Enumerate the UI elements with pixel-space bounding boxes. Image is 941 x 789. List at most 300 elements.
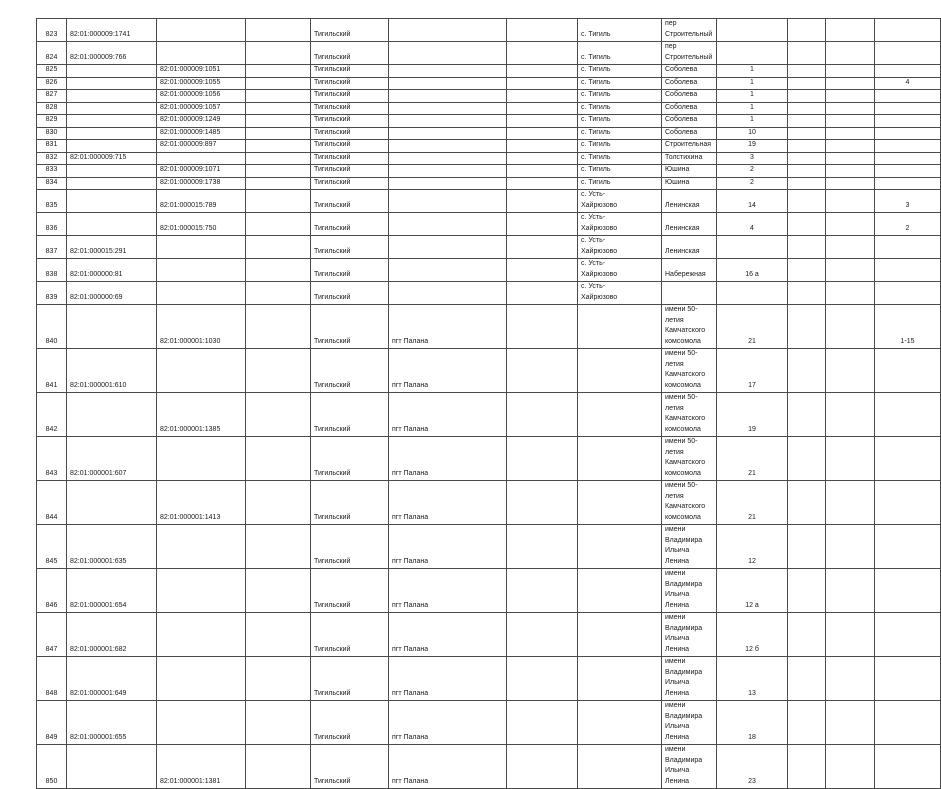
address-registry-table [36, 18, 941, 789]
blank-cell [507, 65, 578, 78]
blank-cell [246, 152, 311, 165]
blank-cell [788, 745, 826, 789]
blank-cell [826, 282, 875, 305]
blank-cell [507, 115, 578, 128]
blank-cell [246, 437, 311, 481]
blank-cell [246, 77, 311, 90]
house-number-cell: 2 [717, 165, 788, 178]
cadastral-number-alt-cell: 82:01:000009:1056 [157, 90, 246, 103]
apartment-cell: 2 [875, 213, 941, 236]
settlement-cell [389, 42, 507, 65]
street-cell: Строительная [662, 140, 717, 153]
cadastral-number-alt-cell [157, 152, 246, 165]
blank-cell [826, 525, 875, 569]
locality-cell [578, 349, 662, 393]
apartment-cell [875, 437, 941, 481]
row-number-cell: 827 [37, 90, 67, 103]
house-number-cell: 2 [717, 177, 788, 190]
street-cell: Юшина [662, 165, 717, 178]
locality-cell: с. Тигиль [578, 65, 662, 78]
row-number-cell: 840 [37, 305, 67, 349]
blank-cell [788, 259, 826, 282]
locality-cell [578, 393, 662, 437]
blank-cell [507, 236, 578, 259]
blank-cell [246, 259, 311, 282]
cadastral-number-alt-cell: 82:01:000001:1381 [157, 745, 246, 789]
blank-cell [826, 140, 875, 153]
district-cell: Тигильский [311, 65, 389, 78]
blank-cell [788, 393, 826, 437]
row-number-cell: 835 [37, 190, 67, 213]
district-cell: Тигильский [311, 115, 389, 128]
table-row [37, 701, 941, 745]
blank-cell [788, 481, 826, 525]
blank-cell [788, 177, 826, 190]
blank-cell [246, 165, 311, 178]
street-cell: имени 50-летия Камчатского комсомола [662, 437, 717, 481]
blank-cell [788, 525, 826, 569]
blank-cell [826, 701, 875, 745]
blank-cell [246, 569, 311, 613]
table-row [37, 613, 941, 657]
table-row [37, 657, 941, 701]
blank-cell [826, 657, 875, 701]
table-row [37, 65, 941, 78]
street-cell: имени Владимира Ильича Ленина [662, 701, 717, 745]
blank-cell [507, 437, 578, 481]
table-row [37, 102, 941, 115]
blank-cell [826, 42, 875, 65]
cadastral-number-alt-cell: 82:01:000001:1385 [157, 393, 246, 437]
street-cell: имени 50-летия Камчатского комсомола [662, 481, 717, 525]
cadastral-number-alt-cell [157, 19, 246, 42]
district-cell: Тигильский [311, 42, 389, 65]
blank-cell [507, 213, 578, 236]
cadastral-number-cell [67, 127, 157, 140]
blank-cell [826, 177, 875, 190]
street-cell: Ленинская [662, 213, 717, 236]
district-cell: Тигильский [311, 102, 389, 115]
apartment-cell [875, 115, 941, 128]
blank-cell [788, 140, 826, 153]
cadastral-number-alt-cell: 82:01:000015:789 [157, 190, 246, 213]
blank-cell [246, 701, 311, 745]
street-cell: Набережная [662, 259, 717, 282]
row-number-cell: 849 [37, 701, 67, 745]
table-row [37, 349, 941, 393]
district-cell: Тигильский [311, 190, 389, 213]
row-number-cell: 828 [37, 102, 67, 115]
settlement-cell [389, 140, 507, 153]
row-number-cell: 845 [37, 525, 67, 569]
row-number-cell: 834 [37, 177, 67, 190]
house-number-cell: 4 [717, 213, 788, 236]
cadastral-number-alt-cell: 82:01:000001:1030 [157, 305, 246, 349]
blank-cell [507, 127, 578, 140]
table-row [37, 165, 941, 178]
settlement-cell [389, 77, 507, 90]
house-number-cell: 13 [717, 657, 788, 701]
cadastral-number-alt-cell [157, 437, 246, 481]
settlement-cell: пгт Палана [389, 305, 507, 349]
cadastral-number-alt-cell [157, 349, 246, 393]
blank-cell [788, 190, 826, 213]
cadastral-number-cell: 82:01:000000:81 [67, 259, 157, 282]
cadastral-number-cell: 82:01:000009:715 [67, 152, 157, 165]
blank-cell [246, 140, 311, 153]
street-cell: Ленинская [662, 190, 717, 213]
street-cell: пер Строительный [662, 19, 717, 42]
locality-cell [578, 305, 662, 349]
table-row [37, 115, 941, 128]
table-row [37, 305, 941, 349]
apartment-cell [875, 42, 941, 65]
cadastral-number-alt-cell [157, 525, 246, 569]
locality-cell [578, 745, 662, 789]
cadastral-number-alt-cell [157, 282, 246, 305]
blank-cell [788, 42, 826, 65]
row-number-cell: 848 [37, 657, 67, 701]
cadastral-number-alt-cell: 82:01:000009:1055 [157, 77, 246, 90]
blank-cell [246, 190, 311, 213]
street-cell: Соболева [662, 102, 717, 115]
blank-cell [826, 77, 875, 90]
locality-cell [578, 481, 662, 525]
house-number-cell: 12 а [717, 569, 788, 613]
district-cell: Тигильский [311, 236, 389, 259]
settlement-cell [389, 127, 507, 140]
blank-cell [826, 127, 875, 140]
blank-cell [507, 177, 578, 190]
apartment-cell [875, 152, 941, 165]
settlement-cell [389, 65, 507, 78]
cadastral-number-alt-cell [157, 236, 246, 259]
street-cell: Соболева [662, 115, 717, 128]
locality-cell [578, 437, 662, 481]
cadastral-number-cell [67, 190, 157, 213]
cadastral-number-alt-cell [157, 613, 246, 657]
cadastral-number-alt-cell [157, 42, 246, 65]
blank-cell [246, 115, 311, 128]
table-row [37, 569, 941, 613]
house-number-cell: 10 [717, 127, 788, 140]
locality-cell [578, 701, 662, 745]
district-cell: Тигильский [311, 745, 389, 789]
street-cell: имени Владимира Ильича Ленина [662, 613, 717, 657]
blank-cell [507, 152, 578, 165]
blank-cell [507, 77, 578, 90]
settlement-cell [389, 213, 507, 236]
table-row [37, 190, 941, 213]
blank-cell [246, 657, 311, 701]
apartment-cell [875, 165, 941, 178]
settlement-cell [389, 19, 507, 42]
blank-cell [826, 437, 875, 481]
locality-cell: с. Тигиль [578, 152, 662, 165]
table-row [37, 481, 941, 525]
street-cell: Толстихина [662, 152, 717, 165]
blank-cell [826, 152, 875, 165]
apartment-cell [875, 613, 941, 657]
blank-cell [788, 569, 826, 613]
blank-cell [788, 102, 826, 115]
row-number-cell: 830 [37, 127, 67, 140]
blank-cell [788, 305, 826, 349]
settlement-cell: пгт Палана [389, 525, 507, 569]
blank-cell [788, 127, 826, 140]
row-number-cell: 825 [37, 65, 67, 78]
house-number-cell: 21 [717, 481, 788, 525]
district-cell: Тигильский [311, 349, 389, 393]
apartment-cell [875, 569, 941, 613]
settlement-cell: пгт Палана [389, 437, 507, 481]
blank-cell [246, 42, 311, 65]
cadastral-number-alt-cell: 82:01:000009:1249 [157, 115, 246, 128]
cadastral-number-cell [67, 140, 157, 153]
table-row [37, 90, 941, 103]
cadastral-number-alt-cell: 82:01:000009:1057 [157, 102, 246, 115]
street-cell: Соболева [662, 77, 717, 90]
district-cell: Тигильский [311, 481, 389, 525]
house-number-cell: 21 [717, 305, 788, 349]
blank-cell [507, 525, 578, 569]
table-row [37, 437, 941, 481]
cadastral-number-alt-cell: 82:01:000009:1485 [157, 127, 246, 140]
blank-cell [826, 65, 875, 78]
table-row [37, 393, 941, 437]
blank-cell [246, 525, 311, 569]
district-cell: Тигильский [311, 77, 389, 90]
row-number-cell: 836 [37, 213, 67, 236]
cadastral-number-cell [67, 115, 157, 128]
table-row [37, 745, 941, 789]
row-number-cell: 838 [37, 259, 67, 282]
apartment-cell [875, 393, 941, 437]
blank-cell [826, 481, 875, 525]
locality-cell: с. Тигиль [578, 177, 662, 190]
cadastral-number-cell: 82:01:000015:291 [67, 236, 157, 259]
blank-cell [826, 393, 875, 437]
district-cell: Тигильский [311, 152, 389, 165]
settlement-cell [389, 190, 507, 213]
blank-cell [826, 613, 875, 657]
blank-cell [788, 77, 826, 90]
blank-cell [507, 569, 578, 613]
blank-cell [507, 42, 578, 65]
locality-cell: с. Тигиль [578, 77, 662, 90]
blank-cell [788, 152, 826, 165]
row-number-cell: 839 [37, 282, 67, 305]
blank-cell [788, 437, 826, 481]
blank-cell [507, 19, 578, 42]
table-row [37, 259, 941, 282]
house-number-cell: 12 [717, 525, 788, 569]
house-number-cell: 19 [717, 140, 788, 153]
blank-cell [826, 349, 875, 393]
district-cell: Тигильский [311, 569, 389, 613]
blank-cell [246, 177, 311, 190]
locality-cell: с. Тигиль [578, 127, 662, 140]
house-number-cell: 1 [717, 115, 788, 128]
blank-cell [826, 165, 875, 178]
blank-cell [246, 282, 311, 305]
district-cell: Тигильский [311, 525, 389, 569]
cadastral-number-alt-cell: 82:01:000001:1413 [157, 481, 246, 525]
blank-cell [507, 140, 578, 153]
locality-cell: с. Усть- Хайрюзово [578, 259, 662, 282]
street-cell: Соболева [662, 65, 717, 78]
street-cell: имени Владимира Ильича Ленина [662, 745, 717, 789]
blank-cell [788, 65, 826, 78]
blank-cell [826, 259, 875, 282]
district-cell: Тигильский [311, 127, 389, 140]
apartment-cell [875, 745, 941, 789]
blank-cell [826, 745, 875, 789]
blank-cell [507, 259, 578, 282]
blank-cell [507, 393, 578, 437]
blank-cell [788, 90, 826, 103]
settlement-cell [389, 102, 507, 115]
settlement-cell: пгт Палана [389, 745, 507, 789]
table-row [37, 42, 941, 65]
apartment-cell [875, 282, 941, 305]
row-number-cell: 823 [37, 19, 67, 42]
row-number-cell: 844 [37, 481, 67, 525]
house-number-cell: 3 [717, 152, 788, 165]
blank-cell [788, 115, 826, 128]
table-row [37, 19, 941, 42]
table-row [37, 127, 941, 140]
cadastral-number-cell: 82:01:000001:654 [67, 569, 157, 613]
settlement-cell: пгт Палана [389, 481, 507, 525]
locality-cell: с. Тигиль [578, 140, 662, 153]
house-number-cell: 1 [717, 65, 788, 78]
street-cell: Юшина [662, 177, 717, 190]
district-cell: Тигильский [311, 177, 389, 190]
house-number-cell [717, 19, 788, 42]
cadastral-number-cell: 82:01:000001:649 [67, 657, 157, 701]
row-number-cell: 842 [37, 393, 67, 437]
cadastral-number-cell [67, 481, 157, 525]
settlement-cell [389, 115, 507, 128]
cadastral-number-alt-cell: 82:01:000009:1071 [157, 165, 246, 178]
settlement-cell [389, 165, 507, 178]
row-number-cell: 831 [37, 140, 67, 153]
row-number-cell: 843 [37, 437, 67, 481]
settlement-cell [389, 236, 507, 259]
street-cell: имени 50-летия Камчатского комсомола [662, 393, 717, 437]
blank-cell [826, 115, 875, 128]
district-cell: Тигильский [311, 701, 389, 745]
blank-cell [507, 305, 578, 349]
blank-cell [826, 102, 875, 115]
blank-cell [246, 613, 311, 657]
house-number-cell: 17 [717, 349, 788, 393]
blank-cell [507, 90, 578, 103]
cadastral-number-cell: 82:01:000001:655 [67, 701, 157, 745]
blank-cell [507, 165, 578, 178]
house-number-cell [717, 236, 788, 259]
apartment-cell [875, 127, 941, 140]
table-row [37, 525, 941, 569]
table-row [37, 77, 941, 90]
apartment-cell [875, 236, 941, 259]
blank-cell [246, 393, 311, 437]
street-cell: Соболева [662, 127, 717, 140]
cadastral-number-alt-cell: 82:01:000009:1738 [157, 177, 246, 190]
blank-cell [246, 102, 311, 115]
table-row [37, 177, 941, 190]
locality-cell [578, 525, 662, 569]
cadastral-number-alt-cell: 82:01:000009:897 [157, 140, 246, 153]
street-cell: Ленинская [662, 236, 717, 259]
blank-cell [507, 657, 578, 701]
blank-cell [788, 282, 826, 305]
house-number-cell: 21 [717, 437, 788, 481]
row-number-cell: 847 [37, 613, 67, 657]
row-number-cell: 832 [37, 152, 67, 165]
blank-cell [788, 701, 826, 745]
apartment-cell [875, 259, 941, 282]
apartment-cell [875, 481, 941, 525]
table-row [37, 236, 941, 259]
cadastral-number-cell [67, 305, 157, 349]
apartment-cell [875, 177, 941, 190]
house-number-cell: 14 [717, 190, 788, 213]
blank-cell [826, 213, 875, 236]
row-number-cell: 829 [37, 115, 67, 128]
locality-cell: с. Усть- Хайрюзово [578, 213, 662, 236]
blank-cell [788, 165, 826, 178]
cadastral-number-cell: 82:01:000001:682 [67, 613, 157, 657]
locality-cell: с. Тигиль [578, 102, 662, 115]
row-number-cell: 846 [37, 569, 67, 613]
locality-cell: с. Тигиль [578, 165, 662, 178]
blank-cell [507, 701, 578, 745]
blank-cell [788, 349, 826, 393]
district-cell: Тигильский [311, 259, 389, 282]
cadastral-number-cell [67, 77, 157, 90]
blank-cell [788, 657, 826, 701]
blank-cell [246, 213, 311, 236]
blank-cell [826, 236, 875, 259]
cadastral-number-cell [67, 165, 157, 178]
cadastral-number-cell: 82:01:000001:635 [67, 525, 157, 569]
apartment-cell: 1-15 [875, 305, 941, 349]
district-cell: Тигильский [311, 213, 389, 236]
row-number-cell: 824 [37, 42, 67, 65]
street-cell: имени 50-летия Камчатского комсомола [662, 305, 717, 349]
cadastral-number-alt-cell: 82:01:000009:1051 [157, 65, 246, 78]
house-number-cell: 1 [717, 90, 788, 103]
blank-cell [826, 305, 875, 349]
cadastral-number-cell [67, 90, 157, 103]
table-row [37, 152, 941, 165]
blank-cell [788, 19, 826, 42]
blank-cell [246, 236, 311, 259]
street-cell: имени Владимира Ильича Ленина [662, 657, 717, 701]
cadastral-number-cell: 82:01:000009:766 [67, 42, 157, 65]
district-cell: Тигильский [311, 437, 389, 481]
house-number-cell: 23 [717, 745, 788, 789]
district-cell: Тигильский [311, 657, 389, 701]
blank-cell [788, 213, 826, 236]
house-number-cell: 19 [717, 393, 788, 437]
house-number-cell: 18 [717, 701, 788, 745]
blank-cell [507, 745, 578, 789]
apartment-cell [875, 65, 941, 78]
blank-cell [507, 282, 578, 305]
